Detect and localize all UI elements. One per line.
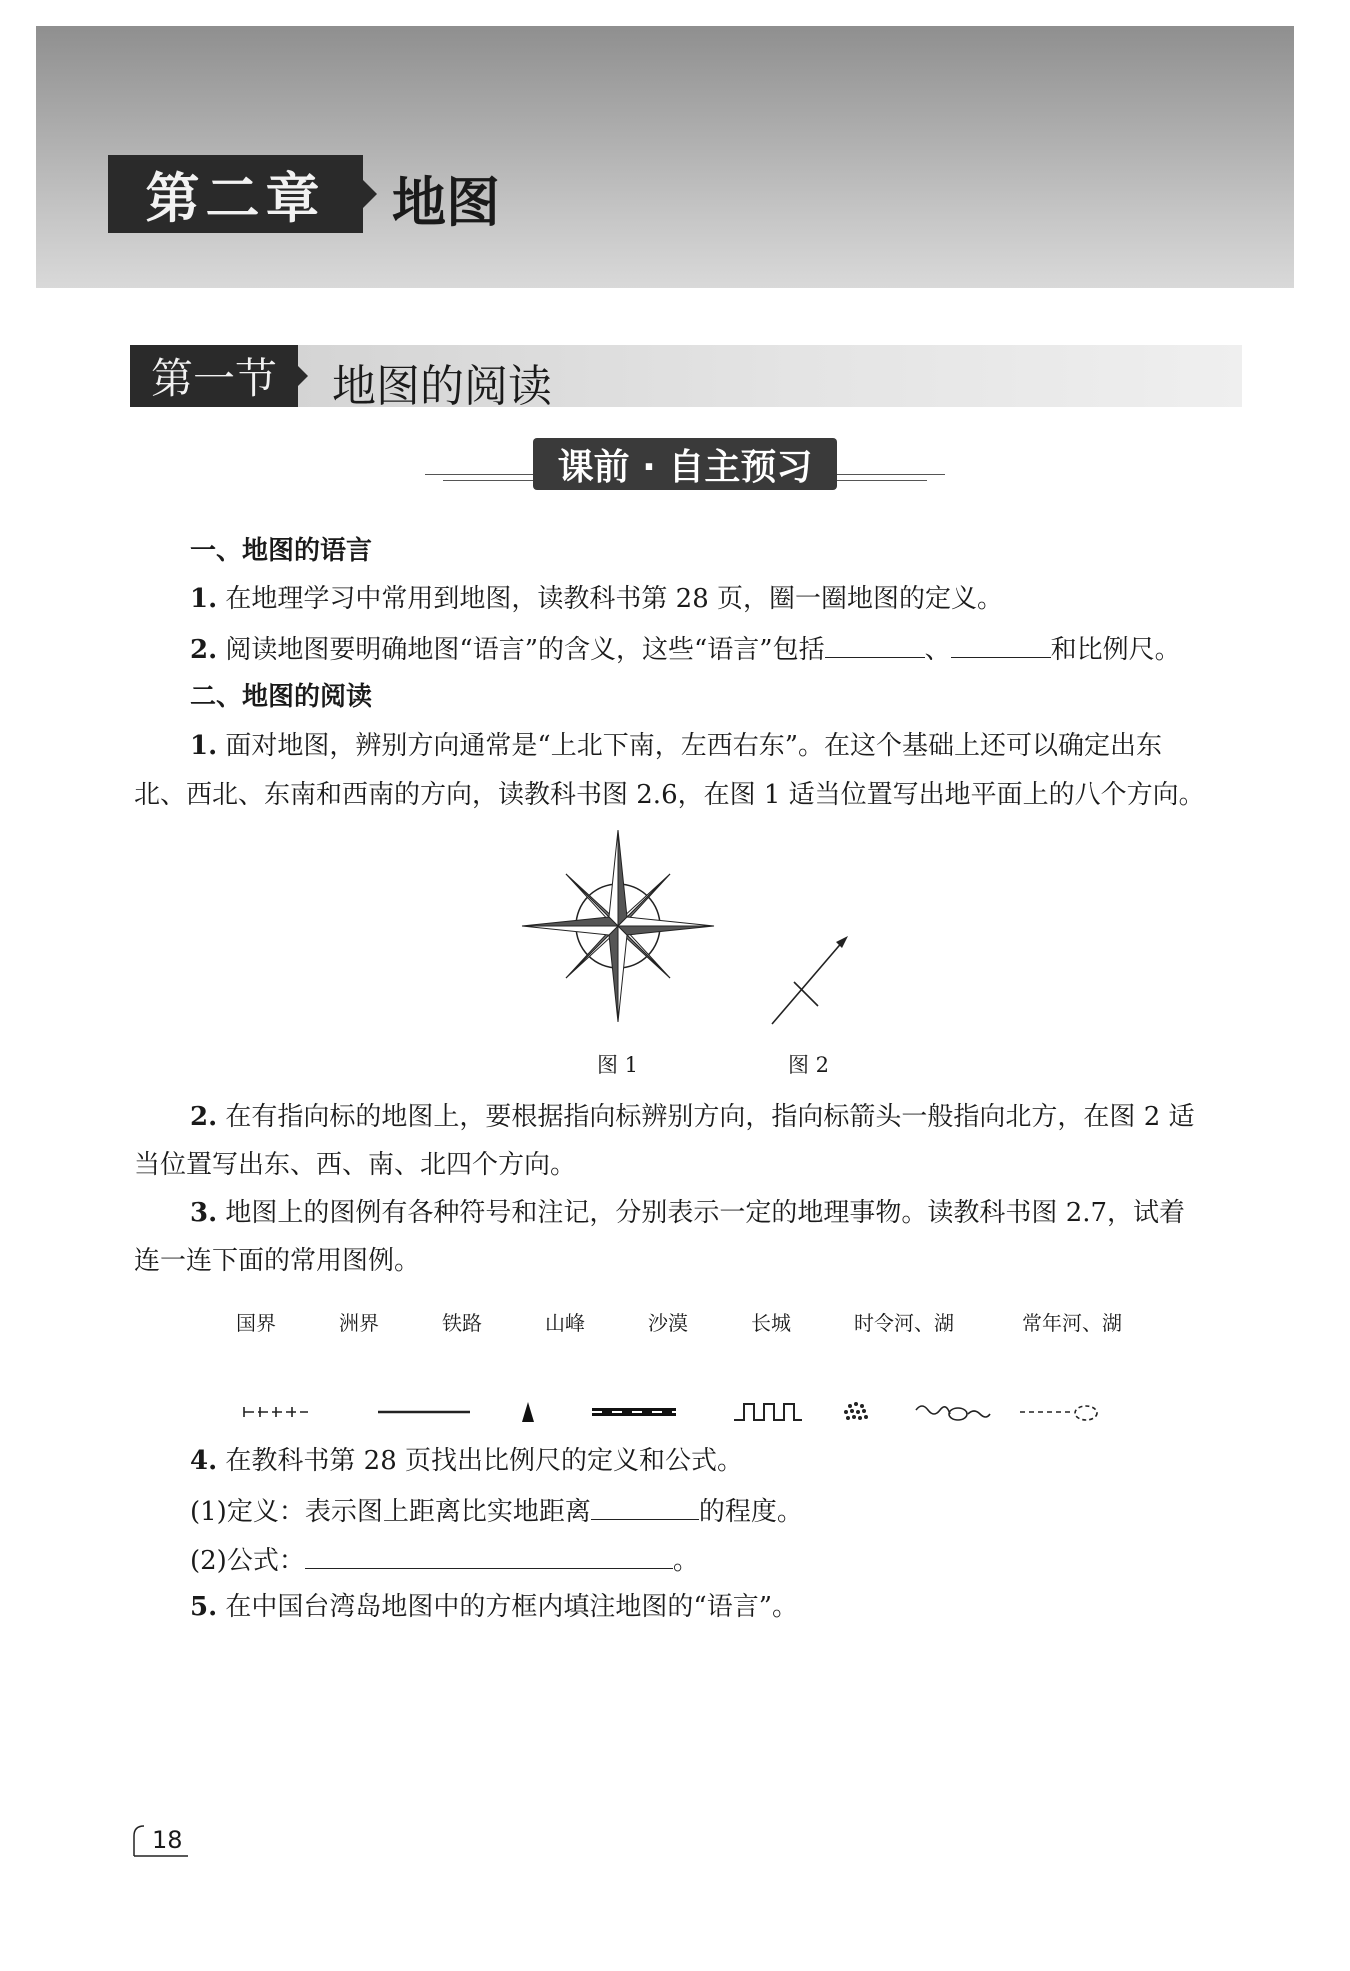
question-2-5 — [190, 1592, 798, 1622]
question-text: (1)定义：表示图上距离比实地距离 — [190, 1497, 591, 1527]
legend-label-perennial-river: 常年河、湖 — [1022, 1311, 1122, 1335]
question-2-2-cont: 当位置写出东、西、南、北四个方向。 — [134, 1150, 577, 1180]
legend-symbol-river-lake-icon — [916, 1406, 990, 1420]
question-number: 1. — [190, 731, 218, 761]
question-2-2 — [190, 1102, 1195, 1132]
page-number: 18 — [152, 1826, 183, 1854]
legend-label-continent-border: 洲界 — [339, 1311, 379, 1335]
legend-symbol-railway-icon — [592, 1408, 676, 1416]
answer-blank[interactable] — [591, 1495, 699, 1520]
compass-rose-figure — [518, 828, 718, 1024]
question-2-3 — [190, 1198, 1185, 1228]
legend-symbol-desert-icon — [844, 1402, 868, 1420]
question-1-2 — [190, 633, 1181, 665]
answer-blank[interactable] — [825, 633, 925, 658]
question-2-3-cont: 连一连下面的常用图例。 — [134, 1246, 421, 1276]
heading-map-language: 一、地图的语言 — [190, 536, 373, 566]
legend-label-peak: 山峰 — [545, 1311, 585, 1335]
question-number: 5. — [190, 1592, 218, 1622]
question-2-4 — [190, 1446, 743, 1476]
question-number: 2. — [190, 1102, 218, 1132]
question-number: 1. — [190, 584, 218, 614]
question-text: 在中国台湾岛地图中的方框内填注地图的“语言”。 — [225, 1592, 799, 1622]
north-arrow-figure — [760, 930, 860, 1030]
question-text: 在教科书第 28 页找出比例尺的定义和公式。 — [225, 1446, 744, 1476]
question-text: 面对地图，辨别方向通常是“上北下南，左西右东”。在这个基础上还可以确定出东 — [225, 731, 1163, 761]
heading-map-reading: 二、地图的阅读 — [190, 682, 373, 712]
legend-label-seasonal-river: 时令河、湖 — [854, 1311, 954, 1335]
answer-blank[interactable] — [951, 633, 1051, 658]
question-text: 的程度。 — [698, 1497, 803, 1527]
section-title: 地图的阅读 — [332, 361, 552, 412]
legend-symbols — [230, 1392, 1150, 1432]
sub-banner-label: 课前 · 自主预习 — [533, 438, 837, 490]
question-number: 3. — [190, 1198, 218, 1228]
legend-symbol-seasonal-river-icon — [1020, 1406, 1097, 1420]
separator: 、 — [924, 635, 951, 665]
legend-label-great-wall: 长城 — [751, 1311, 791, 1335]
sub-banner — [425, 438, 945, 494]
answer-blank[interactable] — [305, 1544, 673, 1569]
question-number: 4. — [190, 1446, 218, 1476]
question-text: (2)公式： — [190, 1546, 305, 1576]
chapter-title: 地图 — [392, 171, 500, 234]
section-label: 第一节 — [130, 345, 298, 407]
legend-symbol-triangle-icon — [522, 1402, 534, 1422]
question-text: 。 — [672, 1546, 699, 1576]
section-arrow-icon — [298, 366, 308, 386]
chapter-label: 第二章 — [108, 155, 363, 233]
question-text: 地图上的图例有各种符号和注记，分别表示一定的地理事物。读教科书图 2.7，试着 — [225, 1198, 1186, 1228]
question-text: 在地理学习中常用到地图，读教科书第 28 页，圈一圈地图的定义。 — [225, 584, 1004, 614]
question-1-1 — [190, 584, 1003, 614]
figure-1-caption: 图 1 — [597, 1053, 639, 1077]
legend-label-national-border: 国界 — [236, 1311, 276, 1335]
question-2-4-2 — [190, 1544, 699, 1576]
question-text: 在有指向标的地图上，要根据指向标辨别方向，指向标箭头一般指向北方，在图 2 适 — [225, 1102, 1195, 1132]
legend-label-railway: 铁路 — [442, 1311, 482, 1335]
question-2-1 — [190, 731, 1162, 761]
question-number: 2. — [190, 635, 218, 665]
chapter-arrow-icon — [363, 180, 377, 208]
question-text: 和比例尺。 — [1050, 635, 1181, 665]
legend-symbol-dash-dot-icon — [244, 1407, 308, 1417]
question-text: 阅读地图要明确地图“语言”的含义，这些“语言”包括 — [225, 635, 825, 665]
figure-2-caption: 图 2 — [788, 1053, 830, 1077]
question-2-4-1 — [190, 1495, 803, 1527]
question-2-1-cont: 北、西北、东南和西南的方向，读教科书图 2.6，在图 1 适当位置写出地平面上的八个方向。 — [134, 780, 1205, 810]
legend-symbol-wall-icon — [734, 1404, 802, 1420]
legend-label-desert: 沙漠 — [648, 1311, 688, 1335]
